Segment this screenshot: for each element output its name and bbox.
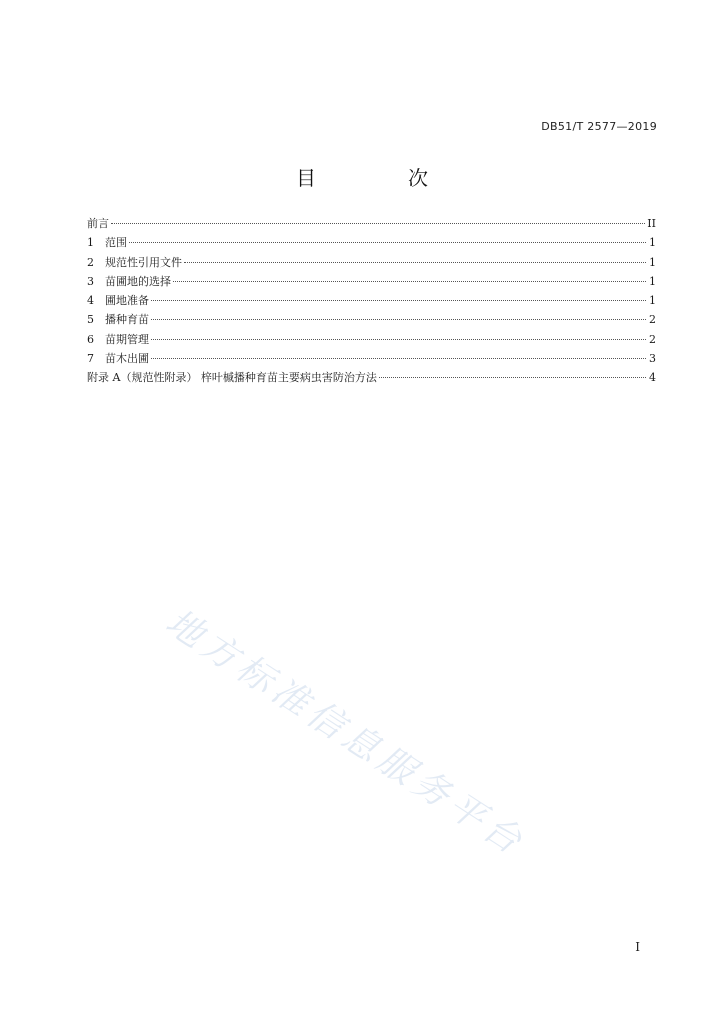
page-number: I [635,940,640,954]
toc-entry-page: 2 [649,332,656,346]
toc-entry-label: 范围 [105,236,127,250]
toc-entry-label: 附录 A（规范性附录） 梓叶槭播种育苗主要病虫害防治方法 [87,371,377,385]
toc-entry-label: 苗期管理 [105,332,149,346]
toc-entry-label: 前言 [87,217,109,230]
toc-entry-label: 苗木出圃 [105,352,149,366]
toc-entry-label: 规范性引用文件 [105,255,182,269]
toc-entry-appendix-a[interactable] [87,366,656,385]
toc-entry-label: 苗圃地的选择 [105,274,171,288]
toc-leader-dots [129,228,646,243]
toc-entry-page: II [647,217,656,230]
toc-leader-dots [111,209,645,224]
toc-entry-page: 3 [649,352,656,366]
toc-entry-page: 1 [649,294,656,308]
toc-leader-dots [151,305,646,320]
table-of-contents [87,212,656,386]
toc-entry-label: 圃地准备 [105,294,149,308]
toc-leader-dots [151,286,646,301]
toc-leader-dots [184,248,646,263]
toc-leader-dots [379,363,646,378]
toc-entry-number: 4 [87,294,94,308]
toc-entry-page: 2 [649,313,656,327]
toc-entry-number: 3 [87,274,94,288]
toc-entry-page: 1 [649,236,656,250]
toc-entry-number: 2 [87,255,94,269]
page-title: 目 次 [296,166,464,190]
toc-entry-page: 4 [649,371,656,385]
toc-entry-number: 6 [87,332,94,346]
toc-leader-dots [173,267,646,282]
toc-entry-number: 7 [87,352,94,366]
toc-entry-page: 1 [649,255,656,269]
toc-entry-label: 播种育苗 [105,313,149,327]
standard-code: DB51/T 2577—2019 [541,120,657,133]
watermark-text: 地方标准信息服务平台 [158,601,533,865]
toc-leader-dots [151,325,646,340]
toc-entry-number: 1 [87,236,94,250]
toc-entry-page: 1 [649,274,656,288]
toc-entry-number: 5 [87,313,94,327]
toc-leader-dots [151,344,646,359]
